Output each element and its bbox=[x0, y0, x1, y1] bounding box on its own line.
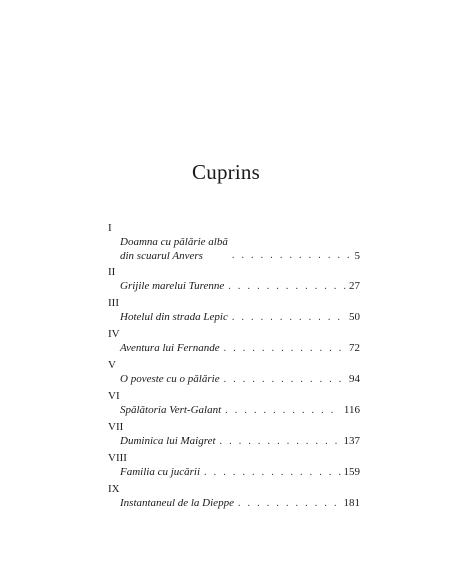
chapter-title: Familia cu jucării bbox=[120, 466, 201, 478]
page-number: 72 bbox=[349, 342, 360, 354]
dot-leader bbox=[220, 435, 341, 449]
dot-leader bbox=[224, 342, 346, 356]
chapter-title: Grijile marelui Turenne bbox=[120, 280, 225, 292]
chapter-title: Duminica lui Maigret bbox=[120, 435, 216, 447]
page-number: 159 bbox=[343, 466, 360, 478]
toc-chapter-9 bbox=[108, 483, 360, 511]
toc-entry[interactable] bbox=[108, 310, 360, 325]
page-number: 181 bbox=[343, 497, 360, 509]
chapter-numeral: III bbox=[108, 297, 119, 309]
chapter-numeral: II bbox=[108, 266, 116, 278]
toc-chapter-7 bbox=[108, 421, 360, 449]
toc-entry[interactable] bbox=[108, 496, 360, 511]
chapter-numeral: VI bbox=[108, 390, 120, 402]
toc-entry[interactable] bbox=[108, 465, 360, 480]
toc-chapter-6 bbox=[108, 390, 360, 418]
chapter-numeral: V bbox=[108, 359, 116, 371]
page-number: 94 bbox=[349, 373, 360, 385]
chapter-numeral: I bbox=[108, 222, 112, 234]
chapter-numeral: IX bbox=[108, 483, 120, 495]
chapter-title-line: din scuarul Anvers bbox=[120, 250, 203, 262]
toc-entry[interactable] bbox=[108, 341, 360, 356]
toc-entry[interactable] bbox=[108, 403, 360, 418]
toc-chapter-1 bbox=[108, 222, 360, 263]
toc-chapter-3 bbox=[108, 297, 360, 325]
toc-chapter-2 bbox=[108, 266, 360, 294]
toc-chapter-4 bbox=[108, 328, 360, 356]
dot-leader bbox=[238, 497, 341, 511]
page-number: 137 bbox=[343, 435, 360, 447]
page-number: 50 bbox=[349, 311, 360, 323]
page-number: 5 bbox=[354, 250, 360, 262]
chapter-title bbox=[120, 235, 228, 263]
chapter-numeral: IV bbox=[108, 328, 120, 340]
dot-leader bbox=[225, 404, 341, 418]
chapter-numeral: VII bbox=[108, 421, 124, 433]
page-number: 27 bbox=[349, 280, 360, 292]
toc-entry[interactable] bbox=[108, 372, 360, 387]
dot-leader bbox=[232, 311, 346, 325]
chapter-numeral: VIII bbox=[108, 452, 127, 464]
chapter-title: Hotelul din strada Lepic bbox=[120, 311, 228, 323]
dot-leader bbox=[228, 280, 346, 294]
toc-chapter-5 bbox=[108, 359, 360, 387]
page-title: Cuprins bbox=[192, 160, 260, 184]
toc-entry[interactable] bbox=[108, 279, 360, 294]
chapter-title: Aventura lui Fernande bbox=[120, 342, 220, 354]
chapter-title: O poveste cu o pălărie bbox=[120, 373, 220, 385]
table-of-contents bbox=[108, 222, 360, 514]
page-number: 116 bbox=[343, 404, 360, 416]
dot-leader bbox=[204, 466, 340, 480]
chapter-title-line: Doamna cu pălărie albă bbox=[120, 236, 228, 248]
toc-entry[interactable] bbox=[108, 235, 360, 263]
toc-entry[interactable] bbox=[108, 434, 360, 449]
dot-leader bbox=[224, 373, 346, 387]
chapter-title: Instantaneul de la Dieppe bbox=[120, 497, 234, 509]
chapter-title: Spălătoria Vert-Galant bbox=[120, 404, 222, 416]
toc-chapter-8 bbox=[108, 452, 360, 480]
dot-leader bbox=[232, 249, 352, 263]
